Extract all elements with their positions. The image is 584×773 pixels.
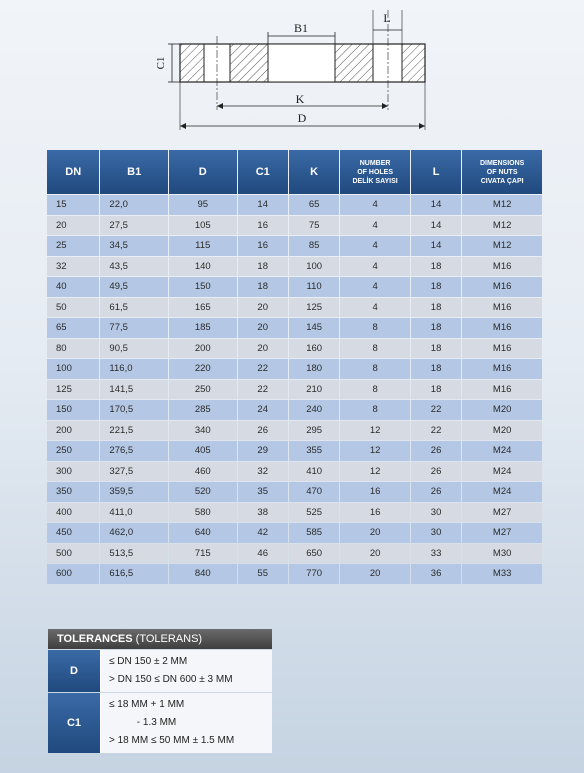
table-cell: 125 — [289, 298, 339, 318]
table-cell: 580 — [169, 503, 237, 523]
table-cell: 585 — [289, 523, 339, 543]
table-cell: 43,5 — [100, 257, 168, 277]
table-cell: 160 — [289, 339, 339, 359]
tolerance-key: D — [48, 650, 100, 692]
table-cell: 55 — [238, 564, 288, 584]
table-cell: 400 — [47, 503, 99, 523]
table-cell: 285 — [169, 400, 237, 420]
table-cell: 340 — [169, 421, 237, 441]
table-cell: 141,5 — [100, 380, 168, 400]
table-cell: 300 — [47, 462, 99, 482]
table-cell: 14 — [411, 195, 461, 215]
table-cell: 42 — [238, 523, 288, 543]
table-cell: 22 — [238, 359, 288, 379]
table-row — [47, 421, 542, 441]
table-cell: 20 — [238, 298, 288, 318]
table-cell: M27 — [462, 523, 542, 543]
table-cell: 20 — [340, 544, 410, 564]
c1-dimension — [155, 44, 180, 82]
table-row — [47, 339, 542, 359]
table-cell: 8 — [340, 400, 410, 420]
table-row — [47, 195, 542, 215]
tolerance-line: > DN 150 ≤ DN 600 ± 3 MM — [109, 674, 233, 685]
table-cell: 26 — [411, 462, 461, 482]
d-label: D — [297, 111, 307, 125]
table-cell: 170,5 — [100, 400, 168, 420]
table-cell: 405 — [169, 441, 237, 461]
table-cell: 100 — [47, 359, 99, 379]
table-row — [47, 482, 542, 502]
table-cell: 26 — [238, 421, 288, 441]
header-number-of-holes: NUMBER OF HOLES DELİK SAYISI — [340, 150, 410, 194]
tolerance-line: ≤ 18 MM + 1 MM — [109, 699, 185, 710]
table-cell: 90,5 — [100, 339, 168, 359]
table-cell: 470 — [289, 482, 339, 502]
table-cell: 650 — [289, 544, 339, 564]
table-cell: 410 — [289, 462, 339, 482]
table-cell: 22 — [411, 400, 461, 420]
table-cell: 770 — [289, 564, 339, 584]
table-row — [47, 462, 542, 482]
table-cell: M16 — [462, 277, 542, 297]
table-cell: 4 — [340, 195, 410, 215]
tolerance-key: C1 — [48, 693, 100, 753]
table-cell: 327,5 — [100, 462, 168, 482]
table-cell: 14 — [411, 236, 461, 256]
table-cell: 110 — [289, 277, 339, 297]
table-cell: 18 — [238, 257, 288, 277]
table-cell: 100 — [289, 257, 339, 277]
table-cell: M27 — [462, 503, 542, 523]
tolerance-values — [100, 693, 272, 753]
table-row — [47, 257, 542, 277]
header-dimensions-of-nuts: DIMENSIONS OF NUTS CIVATA ÇAPI — [462, 150, 542, 194]
table-cell: 61,5 — [100, 298, 168, 318]
table-cell: 22 — [238, 380, 288, 400]
header-k: K — [289, 150, 339, 194]
table-cell: M24 — [462, 482, 542, 502]
table-cell: 36 — [411, 564, 461, 584]
flange-drawing — [150, 0, 440, 140]
table-cell: 95 — [169, 195, 237, 215]
table-cell: 27,5 — [100, 216, 168, 236]
table-cell: 26 — [411, 441, 461, 461]
table-cell: 15 — [47, 195, 99, 215]
table-cell: 411,0 — [100, 503, 168, 523]
b1-label: B1 — [293, 21, 309, 35]
table-cell: 77,5 — [100, 318, 168, 338]
table-cell: 185 — [169, 318, 237, 338]
table-cell: 200 — [47, 421, 99, 441]
table-cell: 33 — [411, 544, 461, 564]
table-cell: 4 — [340, 257, 410, 277]
table-cell: 49,5 — [100, 277, 168, 297]
l-label: L — [383, 11, 391, 25]
table-cell: 8 — [340, 380, 410, 400]
table-cell: M16 — [462, 359, 542, 379]
tolerances-title-tr: (TOLERANS) — [135, 633, 203, 645]
table-cell: 616,5 — [100, 564, 168, 584]
table-cell: 115 — [169, 236, 237, 256]
table-row — [47, 216, 542, 236]
table-cell: 80 — [47, 339, 99, 359]
table-cell: 22,0 — [100, 195, 168, 215]
header-b1: B1 — [100, 150, 168, 194]
table-cell: 35 — [238, 482, 288, 502]
table-cell: M12 — [462, 236, 542, 256]
tolerance-line: > 18 MM ≤ 50 MM ± 1.5 MM — [109, 735, 235, 746]
table-cell: 65 — [47, 318, 99, 338]
table-cell: 221,5 — [100, 421, 168, 441]
table-cell: 14 — [238, 195, 288, 215]
k-label: K — [295, 92, 305, 106]
table-cell: M24 — [462, 462, 542, 482]
table-cell: 46 — [238, 544, 288, 564]
c1-label: C1 — [155, 56, 167, 70]
table-row — [47, 380, 542, 400]
k-dimension — [217, 92, 388, 109]
table-cell: M33 — [462, 564, 542, 584]
table-row — [47, 523, 542, 543]
tolerances-panel — [48, 629, 272, 753]
table-cell: 4 — [340, 216, 410, 236]
table-cell: 525 — [289, 503, 339, 523]
table-cell: 12 — [340, 421, 410, 441]
table-cell: 200 — [169, 339, 237, 359]
header-l: L — [411, 150, 461, 194]
table-cell: 18 — [411, 277, 461, 297]
table-cell: 8 — [340, 359, 410, 379]
b1-dimension — [268, 21, 335, 44]
table-cell: 210 — [289, 380, 339, 400]
table-cell: 18 — [238, 277, 288, 297]
table-row — [47, 298, 542, 318]
table-cell: 40 — [47, 277, 99, 297]
tolerances-heading — [48, 629, 272, 649]
table-cell: 34,5 — [100, 236, 168, 256]
table-cell: 150 — [169, 277, 237, 297]
table-cell: 16 — [340, 503, 410, 523]
table-cell: 840 — [169, 564, 237, 584]
table-cell: 65 — [289, 195, 339, 215]
table-cell: 600 — [47, 564, 99, 584]
table-cell: 240 — [289, 400, 339, 420]
table-cell: M24 — [462, 441, 542, 461]
flange-dimensions-table — [46, 149, 543, 585]
table-cell: M20 — [462, 421, 542, 441]
table-cell: M16 — [462, 318, 542, 338]
table-cell: 450 — [47, 523, 99, 543]
table-cell: 29 — [238, 441, 288, 461]
table-cell: 125 — [47, 380, 99, 400]
l-dimension — [373, 10, 402, 44]
table-cell: 38 — [238, 503, 288, 523]
table-cell: 8 — [340, 339, 410, 359]
tolerance-line: - 1.3 MM — [109, 717, 177, 728]
table-cell: 150 — [47, 400, 99, 420]
table-cell: 250 — [169, 380, 237, 400]
table-cell: 18 — [411, 318, 461, 338]
table-cell: 20 — [238, 339, 288, 359]
tolerances-title: TOLERANCES — [57, 633, 133, 645]
tolerance-row — [48, 650, 272, 692]
table-row — [47, 564, 542, 584]
table-cell: 520 — [169, 482, 237, 502]
table-cell: M16 — [462, 298, 542, 318]
tolerance-values — [100, 650, 272, 692]
table-cell: 75 — [289, 216, 339, 236]
table-cell: 12 — [340, 462, 410, 482]
table-cell: 85 — [289, 236, 339, 256]
table-row — [47, 400, 542, 420]
table-cell: 20 — [47, 216, 99, 236]
table-cell: 16 — [238, 216, 288, 236]
table-cell: 4 — [340, 236, 410, 256]
table-cell: M20 — [462, 400, 542, 420]
table-cell: 32 — [47, 257, 99, 277]
table-cell: 30 — [411, 503, 461, 523]
table-row — [47, 277, 542, 297]
table-row — [47, 359, 542, 379]
table-cell: 20 — [340, 523, 410, 543]
table-cell: 4 — [340, 277, 410, 297]
table-cell: 22 — [411, 421, 461, 441]
table-cell: 513,5 — [100, 544, 168, 564]
table-row — [47, 236, 542, 256]
table-row — [47, 544, 542, 564]
tolerance-row — [48, 693, 272, 753]
table-cell: 295 — [289, 421, 339, 441]
table-cell: 50 — [47, 298, 99, 318]
table-cell: 165 — [169, 298, 237, 318]
table-cell: 640 — [169, 523, 237, 543]
table-row — [47, 503, 542, 523]
table-cell: 359,5 — [100, 482, 168, 502]
table-header-row — [47, 150, 542, 194]
table-cell: 12 — [340, 441, 410, 461]
table-row — [47, 441, 542, 461]
table-cell: 180 — [289, 359, 339, 379]
table-cell: 18 — [411, 359, 461, 379]
table-cell: 18 — [411, 380, 461, 400]
table-cell: 20 — [238, 318, 288, 338]
table-cell: M30 — [462, 544, 542, 564]
table-cell: 460 — [169, 462, 237, 482]
table-cell: 4 — [340, 298, 410, 318]
table-cell: 26 — [411, 482, 461, 502]
table-cell: 8 — [340, 318, 410, 338]
table-cell: 140 — [169, 257, 237, 277]
table-cell: 16 — [238, 236, 288, 256]
header-c1: C1 — [238, 150, 288, 194]
table-cell: 20 — [340, 564, 410, 584]
table-cell: 14 — [411, 216, 461, 236]
table-cell: 116,0 — [100, 359, 168, 379]
table-cell: 16 — [340, 482, 410, 502]
table-cell: 25 — [47, 236, 99, 256]
table-cell: 250 — [47, 441, 99, 461]
table-cell: 18 — [411, 339, 461, 359]
table-cell: 24 — [238, 400, 288, 420]
table-row — [47, 318, 542, 338]
table-cell: M16 — [462, 380, 542, 400]
table-cell: 500 — [47, 544, 99, 564]
table-cell: 462,0 — [100, 523, 168, 543]
table-cell: M12 — [462, 195, 542, 215]
table-cell: M16 — [462, 339, 542, 359]
header-d: D — [169, 150, 237, 194]
table-cell: M16 — [462, 257, 542, 277]
table-cell: 105 — [169, 216, 237, 236]
table-cell: 355 — [289, 441, 339, 461]
table-cell: 18 — [411, 298, 461, 318]
table-cell: 145 — [289, 318, 339, 338]
table-cell: 30 — [411, 523, 461, 543]
header-dn: DN — [47, 150, 99, 194]
tolerance-line: ≤ DN 150 ± 2 MM — [109, 656, 188, 667]
table-cell: 276,5 — [100, 441, 168, 461]
table-cell: M12 — [462, 216, 542, 236]
table-cell: 18 — [411, 257, 461, 277]
table-cell: 715 — [169, 544, 237, 564]
table-cell: 220 — [169, 359, 237, 379]
table-cell: 350 — [47, 482, 99, 502]
table-cell: 32 — [238, 462, 288, 482]
